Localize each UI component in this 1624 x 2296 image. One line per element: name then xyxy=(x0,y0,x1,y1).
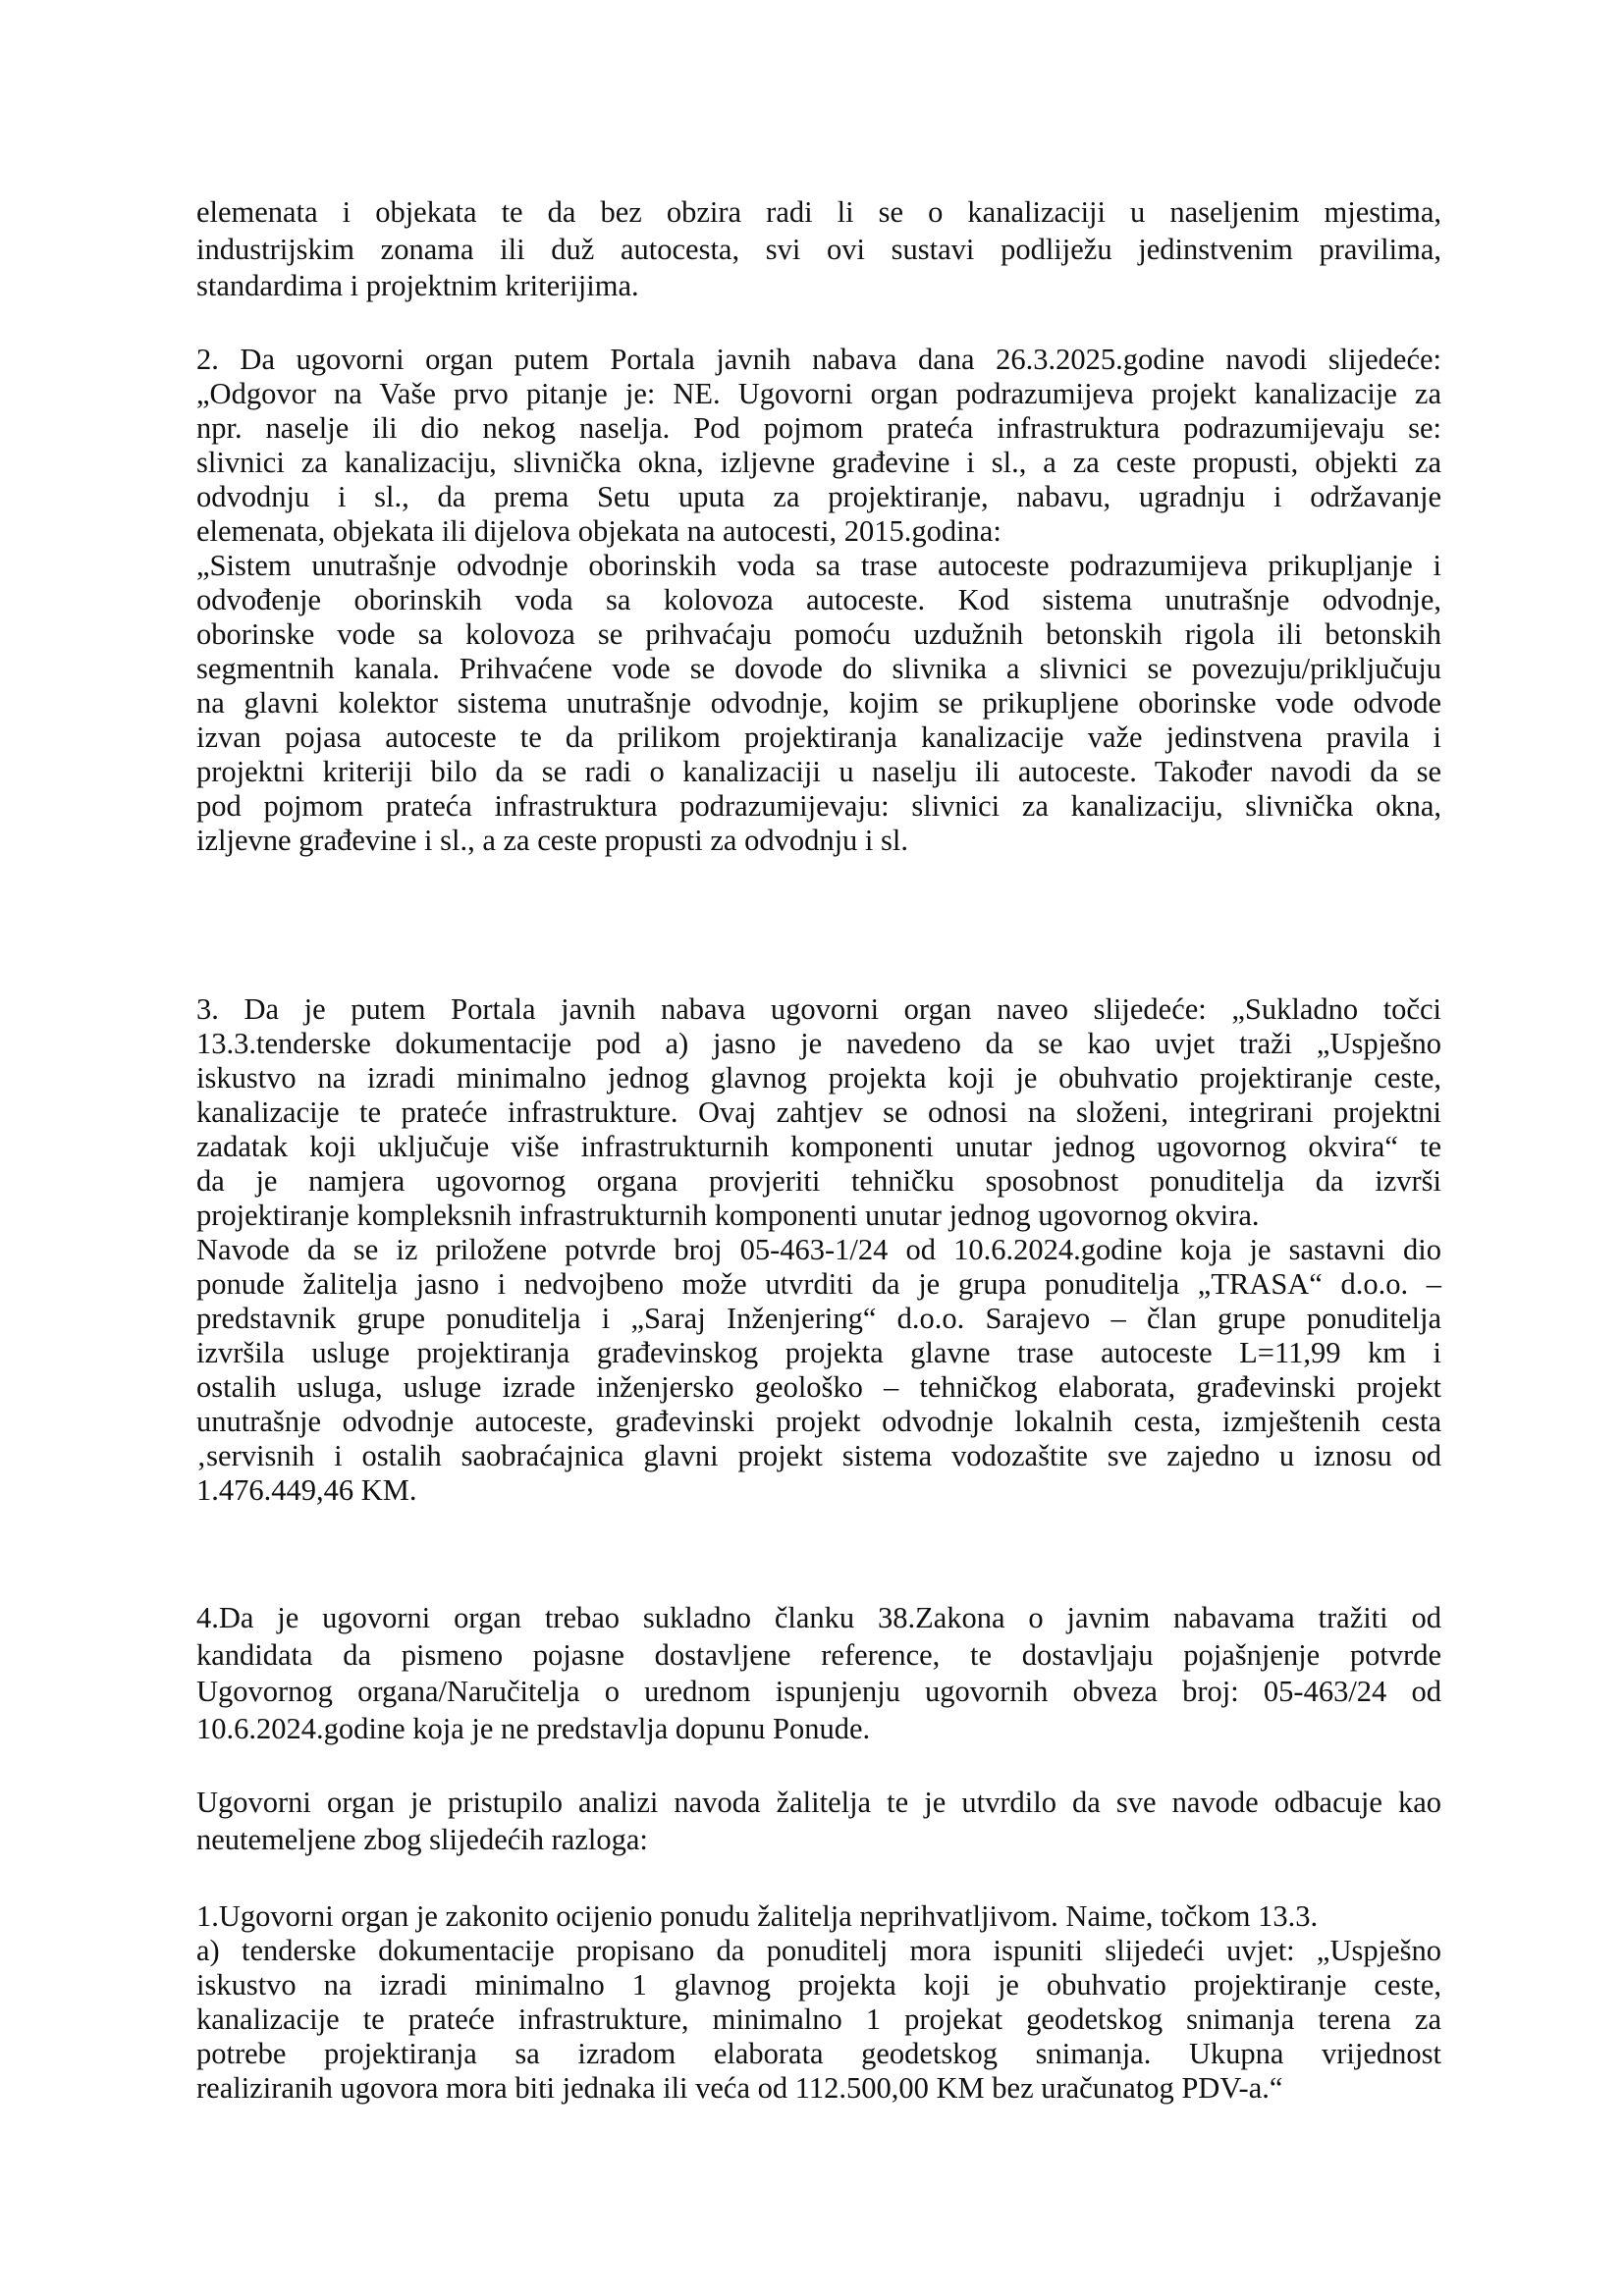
paragraph-reason-1 xyxy=(196,1899,1441,2106)
text-line: Ugovornog organa/Naručitelja o urednom ispunjenju ugovornih obveza broj: 05-463/24 od xyxy=(196,1675,1441,1708)
text-line: da je namjera ugovornog organa provjeriti tehničku sposobnost ponuditelja da izvrši xyxy=(196,1164,1441,1198)
text-line: 1.476.449,46 KM. xyxy=(196,1473,417,1507)
text-line: realiziranih ugovora mora biti jednaka ili veća od 112.500,00 KM bez uračunatog PDV-a.“ xyxy=(196,2071,1283,2105)
text-line: elemenata, objekata ili dijelova objekata na autocesti, 2015.godina: xyxy=(196,514,1001,548)
text-line: unutrašnje odvodnje autoceste, građevinski projekt odvodnje lokalnih cesta, izmještenih cesta xyxy=(196,1405,1441,1438)
text-line: predstavnik grupe ponuditelja i „Saraj Inženjering“ d.o.o. Sarajevo – član grupe ponuditelja xyxy=(196,1302,1441,1335)
text-line: 1.Ugovorni organ je zakonito ocijenio ponudu žalitelja neprihvatljivom. Naime, točkom 13.3. xyxy=(196,1899,1319,1933)
text-line: neutemeljene zbog slijedećih razloga: xyxy=(196,1822,648,1856)
text-line: a) tenderske dokumentacije propisano da ponuditelj mora ispuniti slijedeći uvjet: „Uspješno xyxy=(196,1934,1441,1967)
text-line: segmentnih kanala. Prihvaćene vode se dovode do slivnika a slivnici se povezuju/priključuju xyxy=(196,652,1441,685)
text-line: 2. Da ugovorni organ putem Portala javnih nabava dana 26.3.2025.godine navodi slijedeće: xyxy=(196,343,1441,376)
text-line: oborinske vode sa kolovoza se prihvaćaju pomoću uzdužnih betonskih rigola ili betonskih xyxy=(196,617,1441,651)
text-line: „Odgovor na Vaše prvo pitanje je: NE. Ugovorni organ podrazumijeva projekt kanalizacije za xyxy=(196,377,1441,410)
text-line: izvršila usluge projektiranja građevinskog projekta glavne trase autoceste L=11,99 km i xyxy=(196,1336,1441,1369)
paragraph-point-4 xyxy=(196,1600,1441,1747)
text-line: projektiranje kompleksnih infrastrukturnih komponenti unutar jednog ugovornog okvira. xyxy=(196,1199,1260,1232)
text-line: ‚servisnih i ostalih saobraćajnica glavni projekt sistema vodozaštite sve zajedno u iznosu od xyxy=(196,1439,1441,1472)
text-line: iskustvo na izradi minimalno jednog glavnog projekta koji je obuhvatio projektiranje ceste, xyxy=(196,1061,1441,1095)
text-line: kanalizacije te prateće infrastrukture, minimalno 1 projekat geodetskog snimanja terena za xyxy=(196,2002,1441,2036)
text-line: odvodnju i sl., da prema Setu uputa za projektiranje, nabavu, ugradnju i održavanje xyxy=(196,480,1441,513)
text-line: ponude žalitelja jasno i nedvojbeno može utvrditi da je grupa ponuditelja „TRASA“ d.o.o. – xyxy=(196,1267,1441,1301)
text-line: slivnici za kanalizaciju, slivnička okna, izljevne građevine i sl., a za ceste propusti, objekti za xyxy=(196,446,1441,479)
text-line: industrijskim zonama ili duž autocesta, svi ovi sustavi podliježu jedinstvenim pravilima, xyxy=(196,232,1441,266)
text-line: ostalih usluga, usluge izrade inženjersko geološko – tehničkog elaborata, građevinski projekt xyxy=(196,1370,1441,1404)
paragraph-analysis xyxy=(196,1785,1441,1858)
text-line: Navode da se iz priložene potvrde broj 05-463-1/24 od 10.6.2024.godine koja je sastavni dio xyxy=(196,1233,1441,1266)
text-line: kandidata da pismeno pojasne dostavljene reference, te dostavljaju pojašnjenje potvrde xyxy=(196,1637,1441,1672)
paragraph-point-3 xyxy=(196,992,1441,1508)
text-line: elemenata i objekata te da bez obzira radi li se o kanalizaciji u naseljenim mjestima, xyxy=(196,195,1441,229)
text-line: izvan pojasa autoceste te da prilikom projektiranja kanalizacije važe jedinstvena pravila i xyxy=(196,721,1441,754)
text-line: potrebe projektiranja sa izradom elaborata geodetskog snimanja. Ukupna vrijednost xyxy=(196,2037,1441,2070)
text-line: kanalizacije te prateće infrastrukture. Ovaj zahtjev se odnosi na složeni, integrirani projektni xyxy=(196,1095,1441,1129)
text-line: „Sistem unutrašnje odvodnje oborinskih voda sa trase autoceste podrazumijeva prikupljanje i xyxy=(196,549,1441,582)
text-line: Ugovorni organ je pristupilo analizi navoda žalitelja te je utvrdilo da sve navode odbacuje kao xyxy=(196,1786,1441,1819)
paragraph-intro xyxy=(196,194,1441,305)
text-line: standardima i projektnim kriterijima. xyxy=(196,269,639,302)
text-line: iskustvo na izradi minimalno 1 glavnog projekta koji je obuhvatio projektiranje ceste, xyxy=(196,1968,1441,2002)
text-line: na glavni kolektor sistema unutrašnje odvodnje, kojim se prikupljene oborinske vode odvode xyxy=(196,686,1441,720)
text-line: 3. Da je putem Portala javnih nabava ugovorni organ naveo slijedeće: „Sukladno točci xyxy=(196,992,1441,1026)
text-line: projektni kriteriji bilo da se radi o kanalizaciji u naselju ili autoceste. Također navodi da se xyxy=(196,755,1441,788)
text-line: 13.3.tenderske dokumentacije pod a) jasno je navedeno da se kao uvjet traži „Uspješno xyxy=(196,1027,1441,1060)
text-line: 10.6.2024.godine koja je ne predstavlja dopunu Ponude. xyxy=(196,1711,871,1745)
text-line: izljevne građevine i sl., a za ceste propusti za odvodnju i sl. xyxy=(196,824,909,857)
text-line: 4.Da je ugovorni organ trebao sukladno članku 38.Zakona o javnim nabavama tražiti od xyxy=(196,1601,1441,1634)
text-line: odvođenje oborinskih voda sa kolovoza autoceste. Kod sistema unutrašnje odvodnje, xyxy=(196,583,1441,616)
text-line: npr. naselje ili dio nekog naselja. Pod pojmom prateća infrastruktura podrazumijevaju se: xyxy=(196,411,1441,445)
paragraph-point-2 xyxy=(196,343,1441,858)
text-line: zadatak koji uključuje više infrastrukturnih komponenti unutar jednog ugovornog okvira“ te xyxy=(196,1130,1441,1163)
text-line: pod pojmom prateća infrastruktura podrazumijevaju: slivnici za kanalizaciju, slivnička okna, xyxy=(196,789,1441,823)
